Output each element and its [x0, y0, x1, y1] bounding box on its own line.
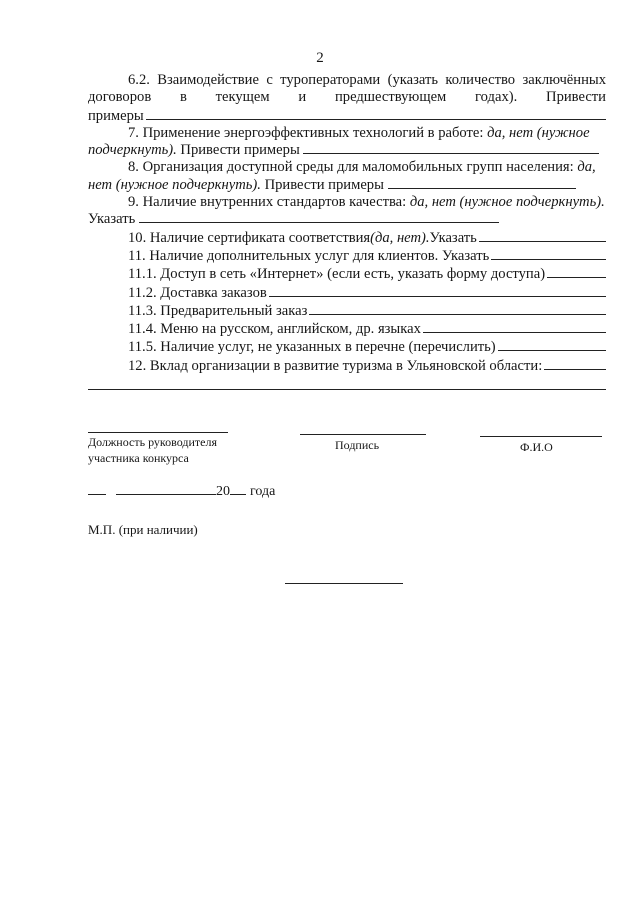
item-9-label: 9. Наличие внутренних стандартов качества:: [128, 194, 410, 211]
item-8-options: да, нет (нужное подчеркнуть).: [88, 159, 596, 193]
item-11-answer-line[interactable]: [491, 247, 606, 260]
form-body: [88, 72, 606, 390]
item-11-1-answer-line[interactable]: [547, 265, 606, 278]
item-11-5: [88, 338, 606, 356]
item-7-answer-line[interactable]: [303, 143, 599, 154]
item-11-3: [88, 302, 606, 320]
item-12-label: 12. Вклад организации в развитие туризма в Ульяновской области:: [128, 357, 543, 374]
item-12-answer-line[interactable]: [544, 357, 606, 370]
item-11-2-label: 11.2. Доставка заказов: [128, 284, 267, 301]
position-label: Должность руководителя участника конкурса: [88, 435, 217, 465]
date-year-suffix: года: [250, 484, 276, 499]
signature-line[interactable]: [300, 434, 426, 435]
item-8: [88, 159, 606, 194]
item-9-prompt: Указать: [88, 211, 136, 228]
item-11-2-answer-line[interactable]: [269, 284, 606, 297]
item-8-answer-line[interactable]: [388, 178, 576, 189]
item-7: [88, 125, 606, 160]
name-label: Ф.И.О: [520, 440, 553, 454]
item-12-answer-line-2[interactable]: [88, 375, 606, 390]
item-9-answer-line[interactable]: [139, 212, 499, 223]
item-10-answer-line[interactable]: [479, 229, 606, 242]
date-line: [88, 484, 275, 500]
item-6-2-answer-line[interactable]: [146, 107, 606, 120]
date-year-blank[interactable]: [230, 484, 246, 495]
item-8-prompt: Привести примеры: [260, 176, 384, 193]
item-9-options: да, нет (нужное подчеркнуть).: [409, 194, 605, 211]
item-7-label: 7. Применение энергоэффективных технологий в работе:: [128, 124, 488, 141]
date-year-prefix: 20: [216, 484, 230, 499]
item-11-3-answer-line[interactable]: [309, 302, 606, 315]
item-11-1: [88, 265, 606, 283]
page-number: 2: [316, 50, 324, 66]
item-12: [88, 357, 606, 375]
item-11-label: 11. Наличие дополнительных услуг для клиентов. Указать: [128, 247, 490, 264]
item-9: [88, 194, 606, 229]
end-separator-line: [285, 583, 403, 584]
date-month-blank[interactable]: [116, 484, 216, 495]
item-11-2: [88, 284, 606, 302]
item-6-2-tail-label: примеры: [88, 107, 144, 124]
item-11-4-label: 11.4. Меню на русском, английском, др. языках: [128, 321, 421, 338]
item-7-prompt: Привести примеры: [176, 142, 300, 159]
item-6-2-tail: [88, 107, 606, 125]
item-11-4: [88, 320, 606, 338]
item-11-5-answer-line[interactable]: [498, 338, 606, 351]
item-10-prompt: Указать: [429, 229, 477, 246]
position-signature-line[interactable]: [88, 432, 228, 433]
item-11-5-label: 11.5. Наличие услуг, не указанных в перечне (перечислить): [128, 339, 496, 356]
signature-label: Подпись: [335, 438, 380, 452]
item-10-label: 10. Наличие сертификата соответствия: [128, 229, 371, 246]
date-day-blank[interactable]: [88, 484, 106, 495]
item-11-1-label: 11.1. Доступ в сеть «Интернет» (если есть, указать форму доступа): [128, 266, 546, 283]
item-11-4-answer-line[interactable]: [423, 320, 606, 333]
stamp-note: М.П. (при наличии): [88, 522, 198, 537]
item-11-3-label: 11.3. Предварительный заказ: [128, 302, 308, 319]
item-6-2-text: 6.2. Взаимодействие с туроператорами (указать количество заключённых договоров в текущем и предшествующем годах). Привести: [88, 72, 606, 106]
item-10-options: (да, нет).: [370, 229, 430, 246]
item-11: [88, 247, 606, 265]
item-10: [88, 229, 606, 247]
name-signature-line[interactable]: [480, 436, 602, 437]
item-7-options: да, нет (нужное подчеркнуть).: [88, 124, 590, 159]
item-8-label: 8. Организация доступной среды для маломобильных групп населения:: [128, 159, 578, 176]
